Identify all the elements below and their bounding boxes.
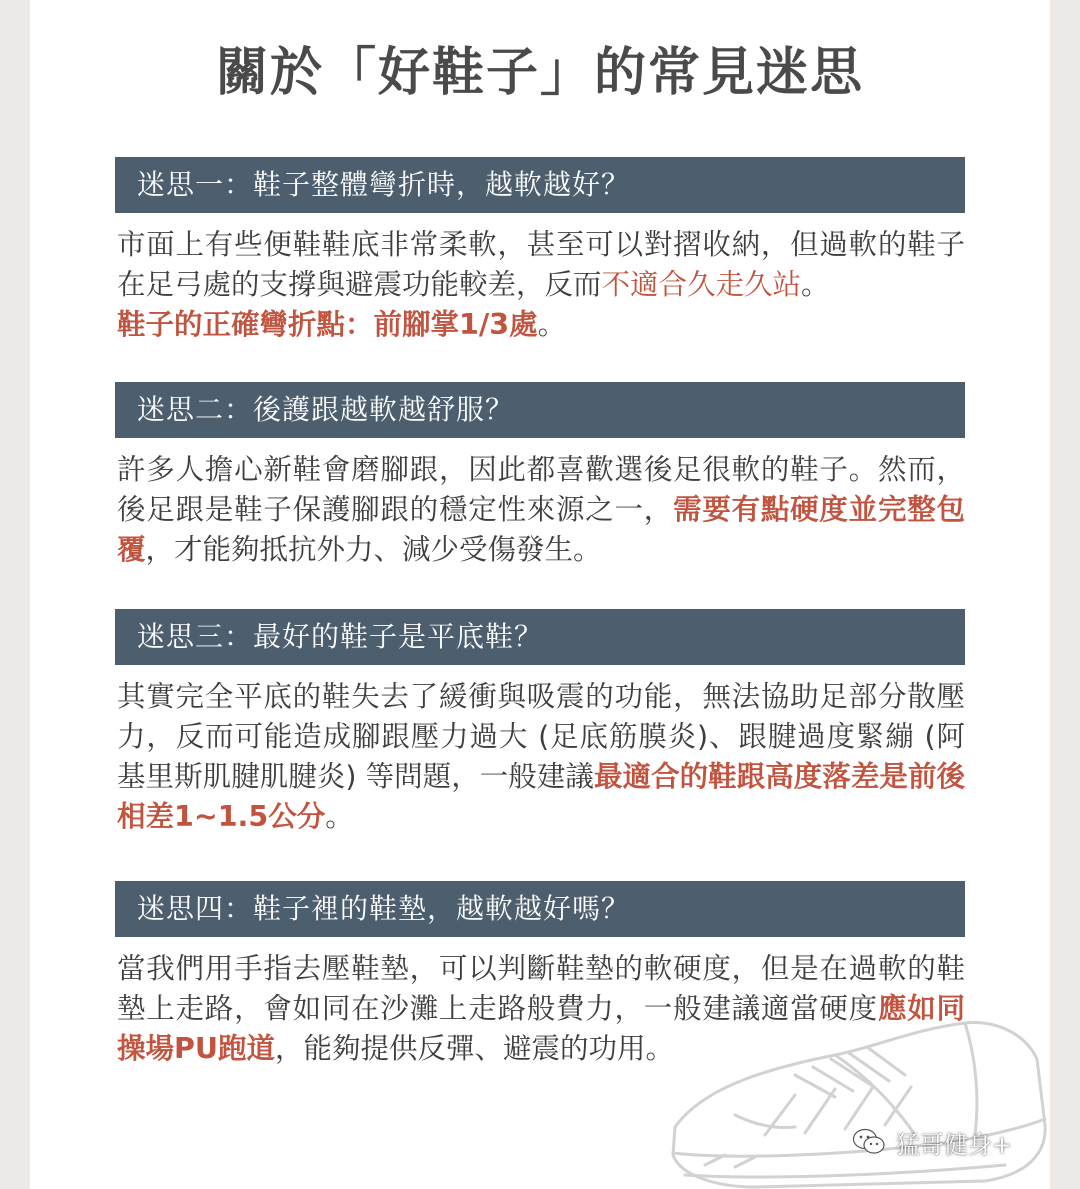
myth-section-2: [115, 382, 965, 570]
highlight-text: 需要有點硬度並完整包覆: [117, 493, 965, 566]
wechat-icon: [852, 1128, 886, 1156]
watermark-text: 猛哥健身+: [895, 1130, 1012, 1159]
article-page: [30, 0, 1050, 1189]
body-text: 。: [537, 308, 567, 341]
myth-header-3: 迷思三：最好的鞋子是平底鞋？: [115, 609, 965, 665]
body-text: 其實完全平底的鞋失去了緩衝與吸震的功能，無法協助足部分散壓力，反而可能造成腳跟壓力過大 (足底筋膜炎)、跟腱過度緊繃 (阿基里斯肌腱肌腱炎) 等問題，一般建議: [117, 680, 965, 793]
body-text: 許多人擔心新鞋會磨腳跟，因此都喜歡選後足很軟的鞋子。然而，後足跟是鞋子保護腳跟的穩定性來源之一，: [117, 453, 965, 526]
myth-body-3: [115, 677, 965, 837]
body-text: ，能夠提供反彈、避震的功用。: [275, 1032, 675, 1065]
body-text: 。: [325, 800, 354, 833]
myth-header-1: 迷思一：鞋子整體彎折時，越軟越好？: [115, 157, 965, 213]
watermark: [852, 1122, 1012, 1162]
sneaker-outline-icon: [645, 1015, 1050, 1189]
myth-section-3: [115, 609, 965, 837]
body-text: ，才能夠抵抗外力、減少受傷發生。: [145, 533, 602, 566]
highlight-text: 鞋子的正確彎折點：前腳掌1/3處: [117, 308, 538, 341]
myth-header-4: 迷思四：鞋子裡的鞋墊，越軟越好嗎？: [115, 881, 965, 937]
myth-body-1: [115, 225, 965, 345]
myth-header-2: 迷思二：後護跟越軟越舒服？: [115, 382, 965, 438]
body-text: 。: [801, 268, 830, 301]
myth-body-2: [115, 450, 965, 570]
myth-section-1: [115, 157, 965, 345]
page-title: 關於「好鞋子」的常見迷思: [215, 43, 864, 103]
body-text: 當我們用手指去壓鞋墊，可以判斷鞋墊的軟硬度，但是在過軟的鞋墊上走路，會如同在沙灘上走路般費力，一般建議適當硬度: [117, 952, 965, 1025]
highlight-text: 不適合久走久站: [601, 268, 802, 301]
highlight-text: 最適合的鞋跟高度落差是前後相差1~1.5公分: [117, 760, 965, 833]
highlight-text: 應如同操場PU跑道: [117, 992, 965, 1065]
body-text: 市面上有些便鞋鞋底非常柔軟，甚至可以對摺收納，但過軟的鞋子在足弓處的支撐與避震功能較差，反而: [117, 228, 965, 301]
